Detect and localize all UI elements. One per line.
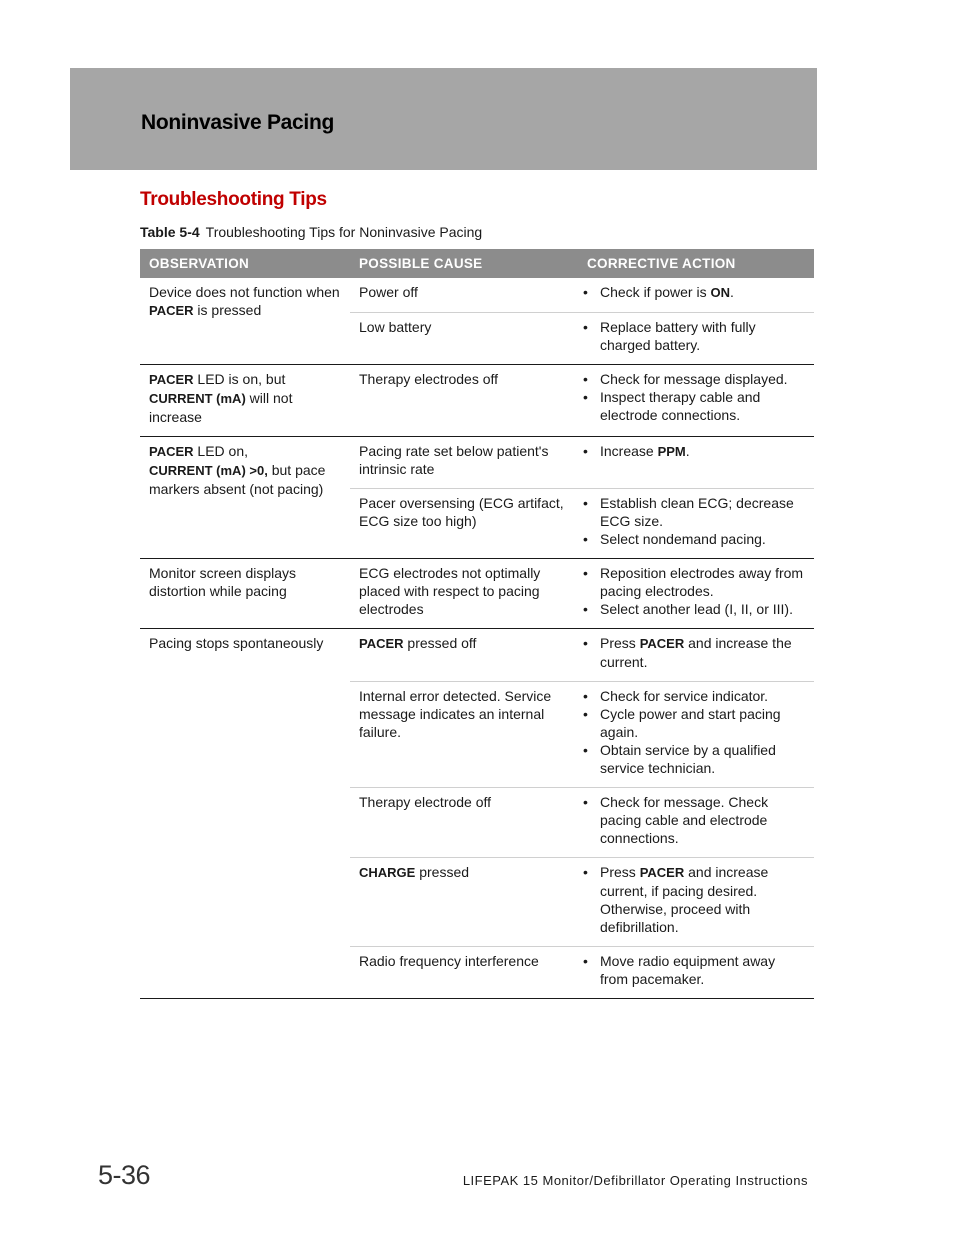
action-item: • Check if power is ON.	[583, 283, 805, 302]
action-cell	[578, 858, 814, 947]
table-row	[140, 437, 814, 489]
action-cell	[578, 437, 814, 489]
action-cell	[578, 489, 814, 559]
cause-cell: Pacing rate set below patient's intrinsic rate	[350, 437, 578, 489]
action-cell	[578, 629, 814, 682]
chapter-title: Noninvasive Pacing	[141, 111, 335, 134]
action-item: • Check for service indicator.	[583, 687, 805, 705]
action-item: • Obtain service by a qualified service technician.	[583, 741, 805, 777]
table-caption	[140, 224, 482, 240]
table-caption-text: Troubleshooting Tips for Noninvasive Pacing	[205, 224, 483, 240]
action-item: • Increase PPM.	[583, 442, 805, 461]
action-item: • Reposition electrodes away from pacing electrodes.	[583, 564, 805, 600]
action-item: • Cycle power and start pacing again.	[583, 705, 805, 741]
action-cell	[578, 682, 814, 788]
column-header-observation: OBSERVATION	[140, 249, 350, 278]
table-row	[140, 278, 814, 313]
action-cell	[578, 313, 814, 365]
table-row	[140, 629, 814, 682]
observation-cell: Device does not function when PACER is pressed	[140, 278, 350, 365]
footer-manual-title: LIFEPAK 15 Monitor/Defibrillator Operating Instructions	[462, 1173, 808, 1188]
action-cell	[578, 278, 814, 313]
section-title: Troubleshooting Tips	[140, 189, 327, 210]
cause-cell: Low battery	[350, 313, 578, 365]
action-item: • Check for message displayed.	[583, 370, 805, 388]
table-header-row	[140, 249, 814, 278]
cause-cell: Pacer oversensing (ECG artifact, ECG size too high)	[350, 489, 578, 559]
cause-cell: Power off	[350, 278, 578, 313]
column-header-action: CORRECTIVE ACTION	[578, 249, 814, 278]
table-number: Table 5-4	[140, 224, 200, 240]
cause-cell: Radio frequency interference	[350, 947, 578, 999]
cause-cell: Therapy electrode off	[350, 788, 578, 858]
action-cell	[578, 947, 814, 999]
column-header-cause: POSSIBLE CAUSE	[350, 249, 578, 278]
action-item: • Check for message. Check pacing cable and electrode connections.	[583, 793, 805, 847]
action-cell	[578, 559, 814, 629]
cause-cell: Internal error detected. Service message indicates an internal failure.	[350, 682, 578, 788]
cause-cell: PACER pressed off	[350, 629, 578, 682]
table-row	[140, 559, 814, 629]
cause-cell: ECG electrodes not optimally placed with respect to pacing electrodes	[350, 559, 578, 629]
cause-cell: Therapy electrodes off	[350, 365, 578, 437]
cause-cell: CHARGE pressed	[350, 858, 578, 947]
action-cell	[578, 788, 814, 858]
action-item: • Inspect therapy cable and electrode connections.	[583, 388, 805, 424]
observation-cell: Monitor screen displays distortion while pacing	[140, 559, 350, 629]
table-row	[140, 365, 814, 437]
observation-cell: Pacing stops spontaneously	[140, 629, 350, 999]
action-item: • Select another lead (I, II, or III).	[583, 600, 805, 618]
action-item: • Press PACER and increase the current.	[583, 634, 805, 671]
page-number: 5-36	[98, 1160, 151, 1190]
troubleshooting-table	[140, 249, 814, 999]
action-item: • Replace battery with fully charged battery.	[583, 318, 805, 354]
action-item: • Move radio equipment away from pacemaker.	[583, 952, 805, 988]
observation-cell: PACER LED on, CURRENT (mA) >0, but pace markers absent (not pacing)	[140, 437, 350, 559]
action-cell	[578, 365, 814, 437]
action-item: • Establish clean ECG; decrease ECG size.	[583, 494, 805, 530]
action-item: • Press PACER and increase current, if pacing desired. Otherwise, proceed with defibrillation.	[583, 863, 805, 936]
observation-cell: PACER LED is on, but CURRENT (mA) will not increase	[140, 365, 350, 437]
action-item: • Select nondemand pacing.	[583, 530, 805, 548]
